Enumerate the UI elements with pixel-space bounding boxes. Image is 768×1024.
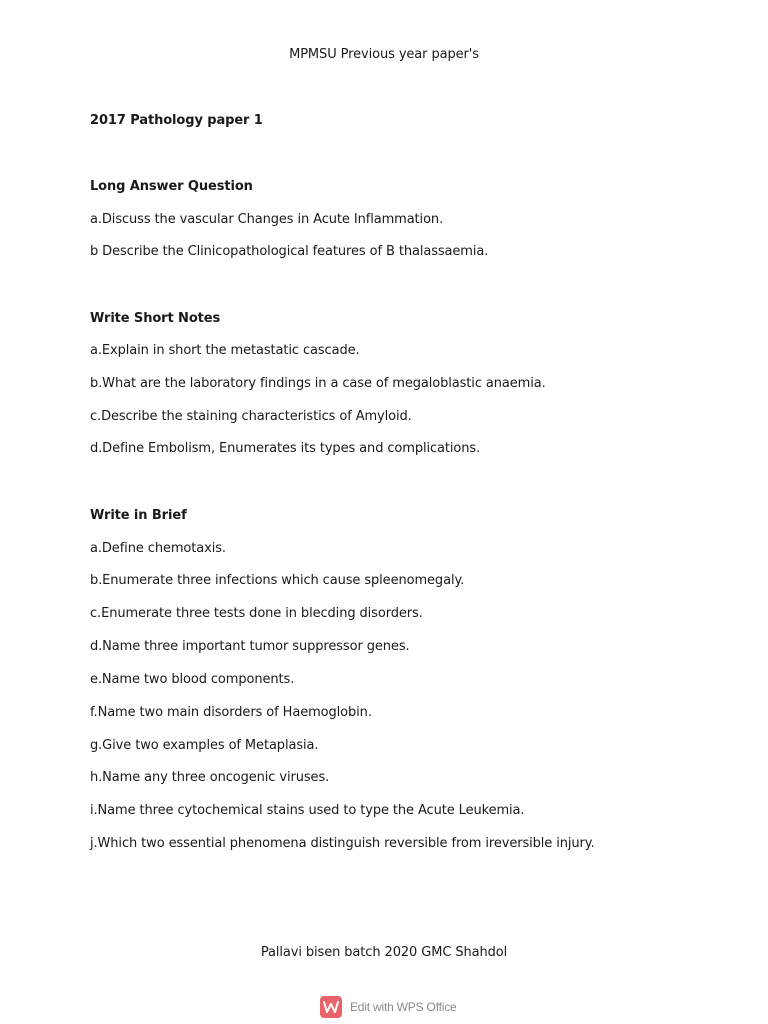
question-item: j.Which two essential phenomena distinguish reversible from ireversible injury. [90, 836, 595, 851]
question-item: b Describe the Clinicopathological features of B thalassaemia. [90, 244, 489, 259]
section-heading-short-notes: Write Short Notes [90, 311, 221, 326]
question-item: c.Describe the staining characteristics of Amyloid. [90, 409, 412, 424]
question-item: b.What are the laboratory findings in a case of megaloblastic anaemia. [90, 376, 546, 391]
question-item: e.Name two blood components. [90, 672, 295, 687]
question-item: c.Enumerate three tests done in blecding disorders. [90, 606, 423, 621]
paper-title: 2017 Pathology paper 1 [90, 113, 263, 128]
question-item: b.Enumerate three infections which cause spleenomegaly. [90, 573, 465, 588]
question-item: h.Name any three oncogenic viruses. [90, 770, 330, 785]
section-heading-brief: Write in Brief [90, 508, 187, 523]
question-item: a.Define chemotaxis. [90, 541, 226, 556]
wps-edit-badge[interactable] [320, 995, 456, 1019]
question-item: a.Explain in short the metastatic cascade. [90, 343, 360, 358]
question-item: a.Discuss the vascular Changes in Acute Inflammation. [90, 212, 444, 227]
document-header: MPMSU Previous year paper's [289, 47, 479, 62]
question-item: d.Name three important tumor suppressor genes. [90, 639, 410, 654]
section-heading-long-answer: Long Answer Question [90, 179, 253, 194]
question-item: g.Give two examples of Metaplasia. [90, 738, 319, 753]
wps-edit-label: Edit with WPS Office [350, 1000, 457, 1014]
wps-office-logo-icon [320, 996, 342, 1018]
question-item: d.Define Embolism, Enumerates its types and complications. [90, 441, 481, 456]
question-item: i.Name three cytochemical stains used to type the Acute Leukemia. [90, 803, 525, 818]
question-item: f.Name two main disorders of Haemoglobin. [90, 705, 372, 720]
document-footer: Pallavi bisen batch 2020 GMC Shahdol [260, 945, 508, 960]
